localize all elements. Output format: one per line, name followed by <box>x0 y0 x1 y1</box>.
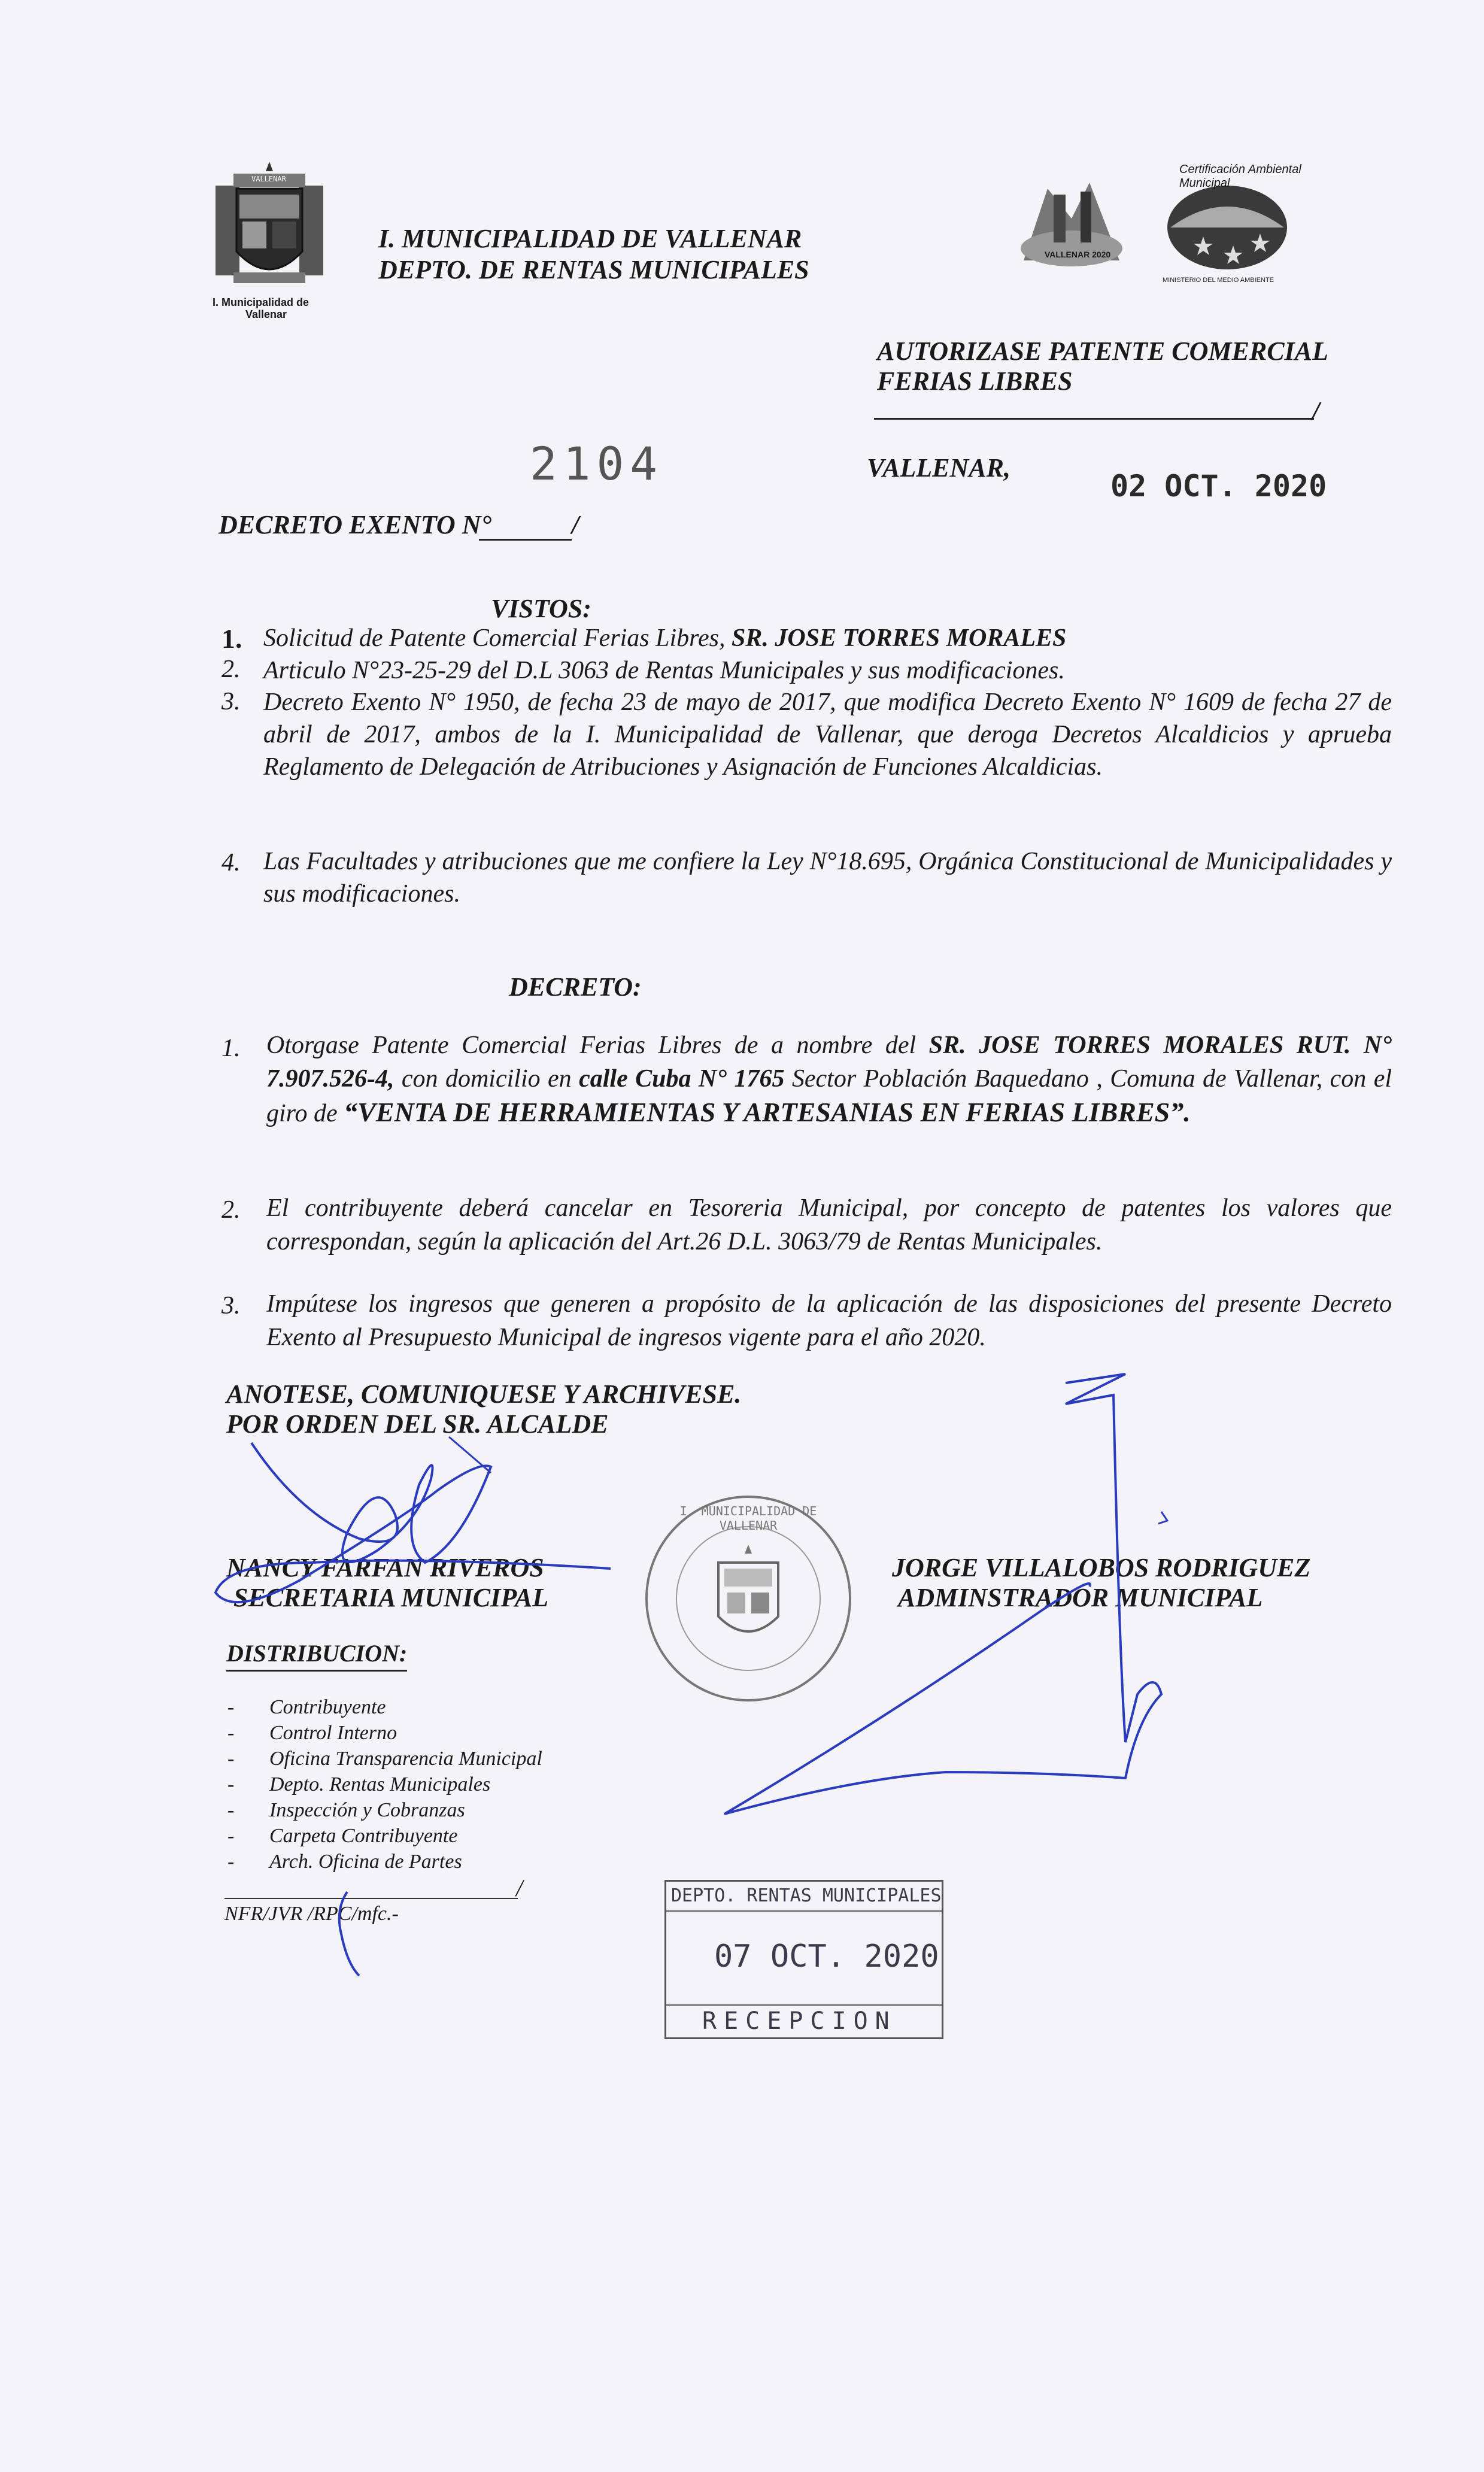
municipality-name: I. MUNICIPALIDAD DE VALLENAR <box>378 224 802 253</box>
reception-stamp-dept: DEPTO. RENTAS MUNICIPALES <box>671 1885 942 1906</box>
vistos-4-number: 4. <box>221 849 241 876</box>
decree-number-underline <box>479 539 572 541</box>
vallenar-2020-text: VALLENAR 2020 <box>1045 250 1111 259</box>
left-signatory-name: NANCY FARFAN RIVEROS <box>226 1553 544 1582</box>
vistos-2-text: Articulo N°23-25-29 del D.L 3063 de Rentas Municipales y sus modificaciones. <box>263 657 1065 684</box>
subject-line-1: AUTORIZASE PATENTE COMERCIAL <box>877 336 1328 366</box>
distribution-slash: / <box>516 1875 523 1901</box>
reception-stamp-divider <box>666 1910 942 1912</box>
vistos-4-text: Las Facultades y atribuciones que me confiere la Ley N°18.695, Orgánica Constitucional de Municipalidades y sus modificaciones. <box>263 848 1392 908</box>
decreto-heading: DECRETO: <box>509 972 642 1002</box>
logo-band-text: VALLENAR <box>251 175 286 183</box>
distribution-item: - Carpeta Contribuyente <box>227 1823 706 1849</box>
left-signatory-title: SECRETARIA MUNICIPAL <box>233 1583 549 1612</box>
distribution-item-label: Control Interno <box>269 1722 397 1744</box>
distribution-item-label: Arch. Oficina de Partes <box>269 1851 462 1873</box>
distribution-item-label: Inspección y Cobranzas <box>269 1799 465 1821</box>
decreto-1-t1: Otorgase Patente Comercial Ferias Libres de a nombre del <box>266 1032 929 1059</box>
decree-slash: / <box>572 510 579 539</box>
place-label: VALLENAR, <box>867 453 1011 483</box>
vistos-3-text: Decreto Exento N° 1950, de fecha 23 de mayo de 2017, que modifica Decreto Exento N° 1609 de fecha 27 de abril de 2017, ambos de la I. Municipalidad de Vallenar, que deroga Decretos Alcaldicios y aprueba Reglamento de Delegación de Atribuciones y Asignación de Funciones Alcaldicias. <box>263 688 1392 781</box>
distribution-heading: DISTRIBUCION: <box>226 1637 407 1672</box>
initials-pen-mark <box>323 1886 371 1982</box>
reception-stamp-divider-bottom <box>666 2004 942 2006</box>
subject-slash: / <box>1312 396 1320 426</box>
reference-initials: NFR/JVR /RPC/mfc.- <box>224 1903 399 1925</box>
reception-stamp-date: 07 OCT. 2020 <box>714 1939 939 1974</box>
subject-underline <box>874 418 1314 420</box>
vistos-heading: VISTOS: <box>491 594 591 623</box>
vistos-1-bold: SR. JOSE TORRES MORALES <box>731 624 1067 652</box>
distribution-item-label: Depto. Rentas Municipales <box>269 1773 491 1795</box>
signature-right <box>706 1359 1197 1826</box>
decreto-1-t3: Sector Población Baquedano , Comuna de Vallenar, con el giro de <box>266 1065 1392 1127</box>
vistos-3-number: 3. <box>221 688 241 715</box>
distribution-item: - Contribuyente <box>227 1694 706 1720</box>
distribution-list <box>227 1694 706 1875</box>
distribution-item-label: Contribuyente <box>269 1696 386 1718</box>
right-signatory-name: JORGE VILLALOBOS RODRIGUEZ <box>892 1553 1311 1582</box>
decreto-1-business: “VENTA DE HERRAMIENTAS Y ARTESANIAS EN FERIAS LIBRES”. <box>344 1097 1191 1127</box>
decreto-2-text: El contribuyente deberá cancelar en Tesoreria Municipal, por concepto de patentes los valores que correspondan, según la aplicación del Art.26 D.L. 3063/79 de Rentas Municipales. <box>266 1194 1392 1255</box>
distribution-item-label: Carpeta Contribuyente <box>269 1825 458 1847</box>
seal-arc-text: I. MUNICIPALIDAD DE VALLENAR <box>679 1504 817 1533</box>
department-name: DEPTO. DE RENTAS MUNICIPALES <box>378 255 809 284</box>
decree-number-stamp: 2104 <box>530 437 664 490</box>
distribution-item: - Oficina Transparencia Municipal <box>227 1746 706 1772</box>
decreto-2-number: 2. <box>221 1196 241 1224</box>
logo-caption-1: I. Municipalidad de <box>213 296 309 308</box>
distribution-item: - Control Interno <box>227 1720 706 1746</box>
environmental-certification-logo <box>1161 162 1305 287</box>
decreto-1-t2: con domicilio en <box>394 1065 579 1093</box>
subject-line-2: FERIAS LIBRES <box>877 366 1073 396</box>
vistos-1-text <box>263 621 1401 655</box>
closing-line-1: ANOTESE, COMUNIQUESE Y ARCHIVESE. <box>226 1379 742 1409</box>
reception-stamp <box>664 1880 943 2039</box>
decree-label: DECRETO EXENTO N° <box>218 510 492 539</box>
closing-line-2: POR ORDEN DEL SR. ALCALDE <box>226 1409 609 1439</box>
right-signatory-title: ADMINSTRADOR MUNICIPAL <box>898 1583 1263 1612</box>
decreto-1-holder: SR. JOSE TORRES MORALES RUT. N° 7.907.526-4, <box>266 1032 1392 1093</box>
distribution-item-label: Oficina Transparencia Municipal <box>269 1748 542 1770</box>
vistos-1-number: 1. <box>221 623 242 654</box>
decreto-3-number: 3. <box>221 1292 241 1320</box>
reception-stamp-label: RECEPCION <box>702 2007 897 2035</box>
decree-date-stamp: 02 OCT. 2020 <box>1110 469 1327 504</box>
decreto-1-text <box>266 1029 1392 1130</box>
municipal-coat-of-arms-logo <box>210 162 329 311</box>
vallenar-2020-logo <box>1012 171 1131 275</box>
vistos-1-plain: Solicitud de Patente Comercial Ferias Libres, <box>263 624 732 652</box>
ministry-text: MINISTERIO DEL MEDIO AMBIENTE <box>1163 277 1274 284</box>
certification-arc-text: Certificación Ambiental Municipal <box>1179 163 1301 190</box>
distribution-item: - Depto. Rentas Municipales <box>227 1772 706 1797</box>
decreto-1-number: 1. <box>221 1035 241 1062</box>
vistos-2-number: 2. <box>221 656 241 683</box>
decreto-3-text: Impútese los ingresos que generen a propósito de la aplicación de las disposiciones del presente Decreto Exento al Presupuesto Municipal de ingresos vigente para el año 2020. <box>266 1290 1392 1351</box>
distribution-item: - Inspección y Cobranzas <box>227 1797 706 1823</box>
decreto-1-address: calle Cuba N° 1765 <box>579 1065 785 1093</box>
distribution-underline <box>224 1898 518 1899</box>
logo-caption-2: Vallenar <box>245 308 287 320</box>
distribution-item: - Arch. Oficina de Partes <box>227 1849 706 1875</box>
